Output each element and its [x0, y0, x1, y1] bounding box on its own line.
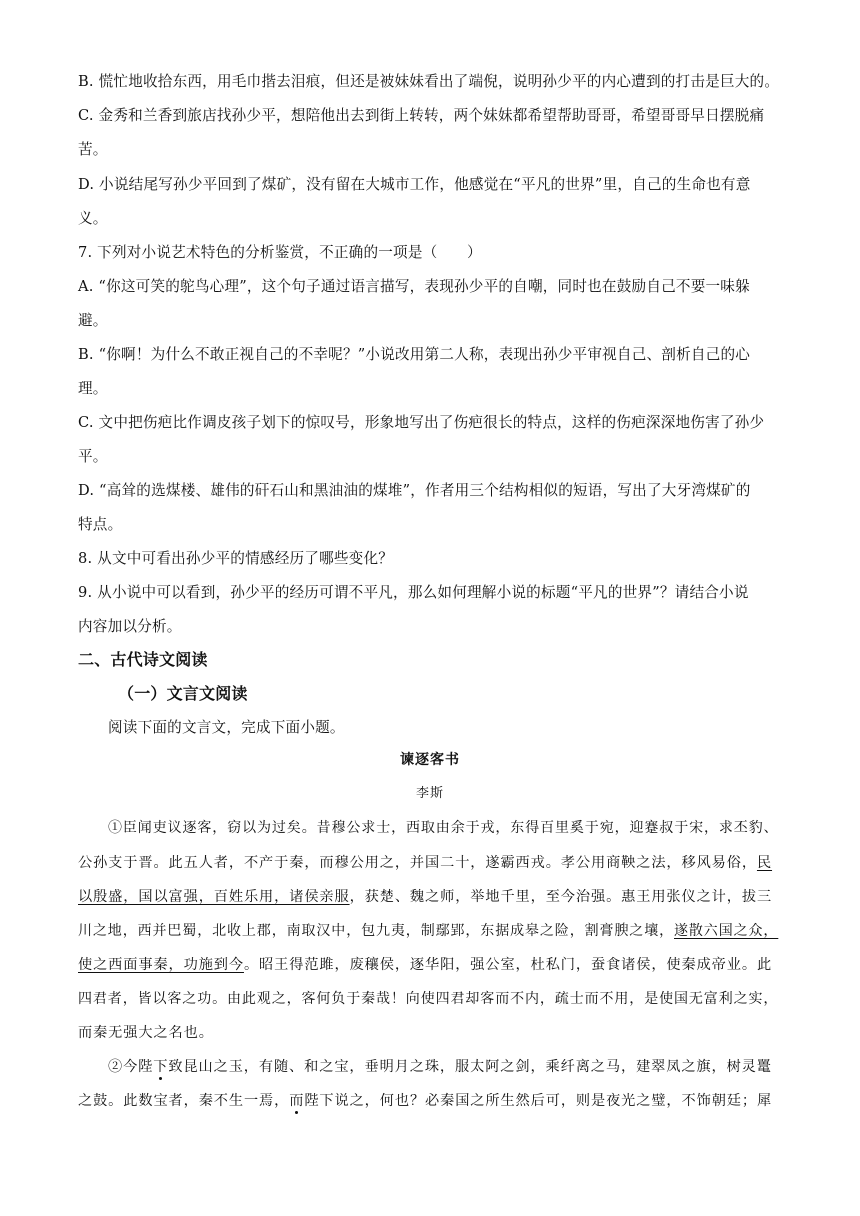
q6-option-c: C. 金秀和兰香到旅店找孙少平，想陪他出去到街上转转，两个妹妹都希望帮助哥哥，希望哥哥早日摆脱痛 — [78, 107, 765, 124]
passage-line: ①臣闻吏议逐客，窃以为过矣。昔穆公求士，西取由余于戎，东得百里奚于宛，迎蹇叔于宋，求丕豹、 — [108, 820, 779, 836]
underlined-phrase: 民 — [756, 855, 773, 871]
passage-text: 致昆山之玉，有随、和之宝，垂明月之珠，服太阿之剑，乘纤离之马，建翠凤之旗，树灵鼍 — [168, 1059, 772, 1075]
q7-option-d: D. “高耸的选煤楼、雄伟的矸石山和黑油油的煤堆”，作者用三个结构相似的短语，写出了大牙湾煤矿的 — [78, 482, 751, 499]
passage-text: 。昭王得范雎，废穰侯，逐华阳，强公室，杜私门，蚕食诸侯，使秦成帝业。此 — [243, 957, 773, 973]
passage-text: ，获楚、魏之师，举地千里，至今治强。惠王用张仪之计，拔三 — [349, 889, 773, 905]
underlined-phrase: 以殷盛，国以富强，百姓乐用，诸侯亲服 — [78, 889, 350, 905]
passage-line — [108, 1057, 772, 1077]
passage-author: 李斯 — [415, 786, 444, 801]
passage-text: 陛下说之，何也？必秦国之所生然后可，则是夜光之璧，不饰朝廷；犀 — [304, 1093, 773, 1109]
q7-option-a: A. “你这可笑的鸵鸟心理”，这个句子通过语言描写，表现孙少平的自嘲，同时也在鼓励自己不要一味躲 — [78, 278, 750, 295]
q7-option-a-cont: 避。 — [78, 312, 108, 329]
q7-stem: 7. 下列对小说艺术特色的分析鉴赏，不正确的一项是（ ） — [78, 244, 482, 261]
passage-line: 而秦无强大之名也。 — [78, 1025, 214, 1041]
dotted-char: 下 — [153, 1059, 169, 1075]
q6-option-d: D. 小说结尾写孙少平回到了煤矿，没有留在大城市工作，他感觉在“平凡的世界”里，自己的生命也有意 — [78, 176, 751, 193]
passage-line: 四君者，皆以客之功。由此观之，客何负于秦哉！向使四君却客而不内，疏士而不用，是使国无富利之实， — [78, 991, 779, 1007]
passage-text: ②今陛 — [108, 1059, 154, 1075]
q6-option-d-cont: 义。 — [78, 210, 108, 227]
q9-stem-cont: 内容加以分析。 — [78, 618, 182, 635]
dotted-char: 而 — [289, 1093, 305, 1109]
q7-option-c-cont: 平。 — [78, 448, 108, 465]
q7-option-b: B. “你啊！为什么不敢正视自己的不幸呢？”小说改用第二人称，表现出孙少平审视自己、剖析自己的心 — [78, 346, 751, 363]
passage-text: 公孙支于晋。此五人者，不产于秦，而穆公用之，并国二十，遂霸西戎。孝公用商鞅之法，移风易俗， — [78, 855, 757, 871]
q6-option-c-cont: 苦。 — [78, 141, 108, 158]
q9-stem: 9. 从小说中可以看到，孙少平的经历可谓不平凡，那么如何理解小说的标题“平凡的世界”？请结合小说 — [78, 584, 749, 601]
q6-option-b: B. 慌忙地收拾东西，用毛巾揩去泪痕，但还是被妹妹看出了端倪，说明孙少平的内心遭到的打击是巨大的。 — [78, 73, 780, 90]
q8-stem: 8. 从文中可看出孙少平的情感经历了哪些变化？ — [78, 550, 394, 567]
instruction: 阅读下面的文言文，完成下面小题。 — [108, 719, 345, 736]
passage-line — [78, 955, 772, 975]
passage-title: 谏逐客书 — [400, 752, 460, 768]
q7-option-c: C. 文中把伤疤比作调皮孩子划下的惊叹号，形象地写出了伤疤很长的特点，这样的伤疤深深地伤害了孙少 — [78, 414, 765, 431]
underlined-phrase: 使之西面事秦，功施到今 — [78, 957, 244, 973]
passage-text: 之鼓。此数宝者，秦不生一焉， — [78, 1093, 290, 1109]
passage-line — [78, 887, 772, 907]
sub-heading: （一）文言文阅读 — [118, 684, 248, 703]
q7-option-b-cont: 理。 — [78, 380, 108, 397]
section-heading: 二、古代诗文阅读 — [78, 650, 208, 669]
q7-option-d-cont: 特点。 — [78, 516, 123, 533]
passage-line — [78, 853, 772, 873]
underlined-phrase: 遂散六国之众， — [674, 923, 779, 939]
passage-text: 川之地，西并巴蜀，北收上郡，南取汉中，包九夷，制鄢郢，东据成皋之险，割膏腴之壤， — [78, 923, 674, 939]
passage-line — [78, 1091, 772, 1111]
passage-line — [78, 921, 778, 941]
